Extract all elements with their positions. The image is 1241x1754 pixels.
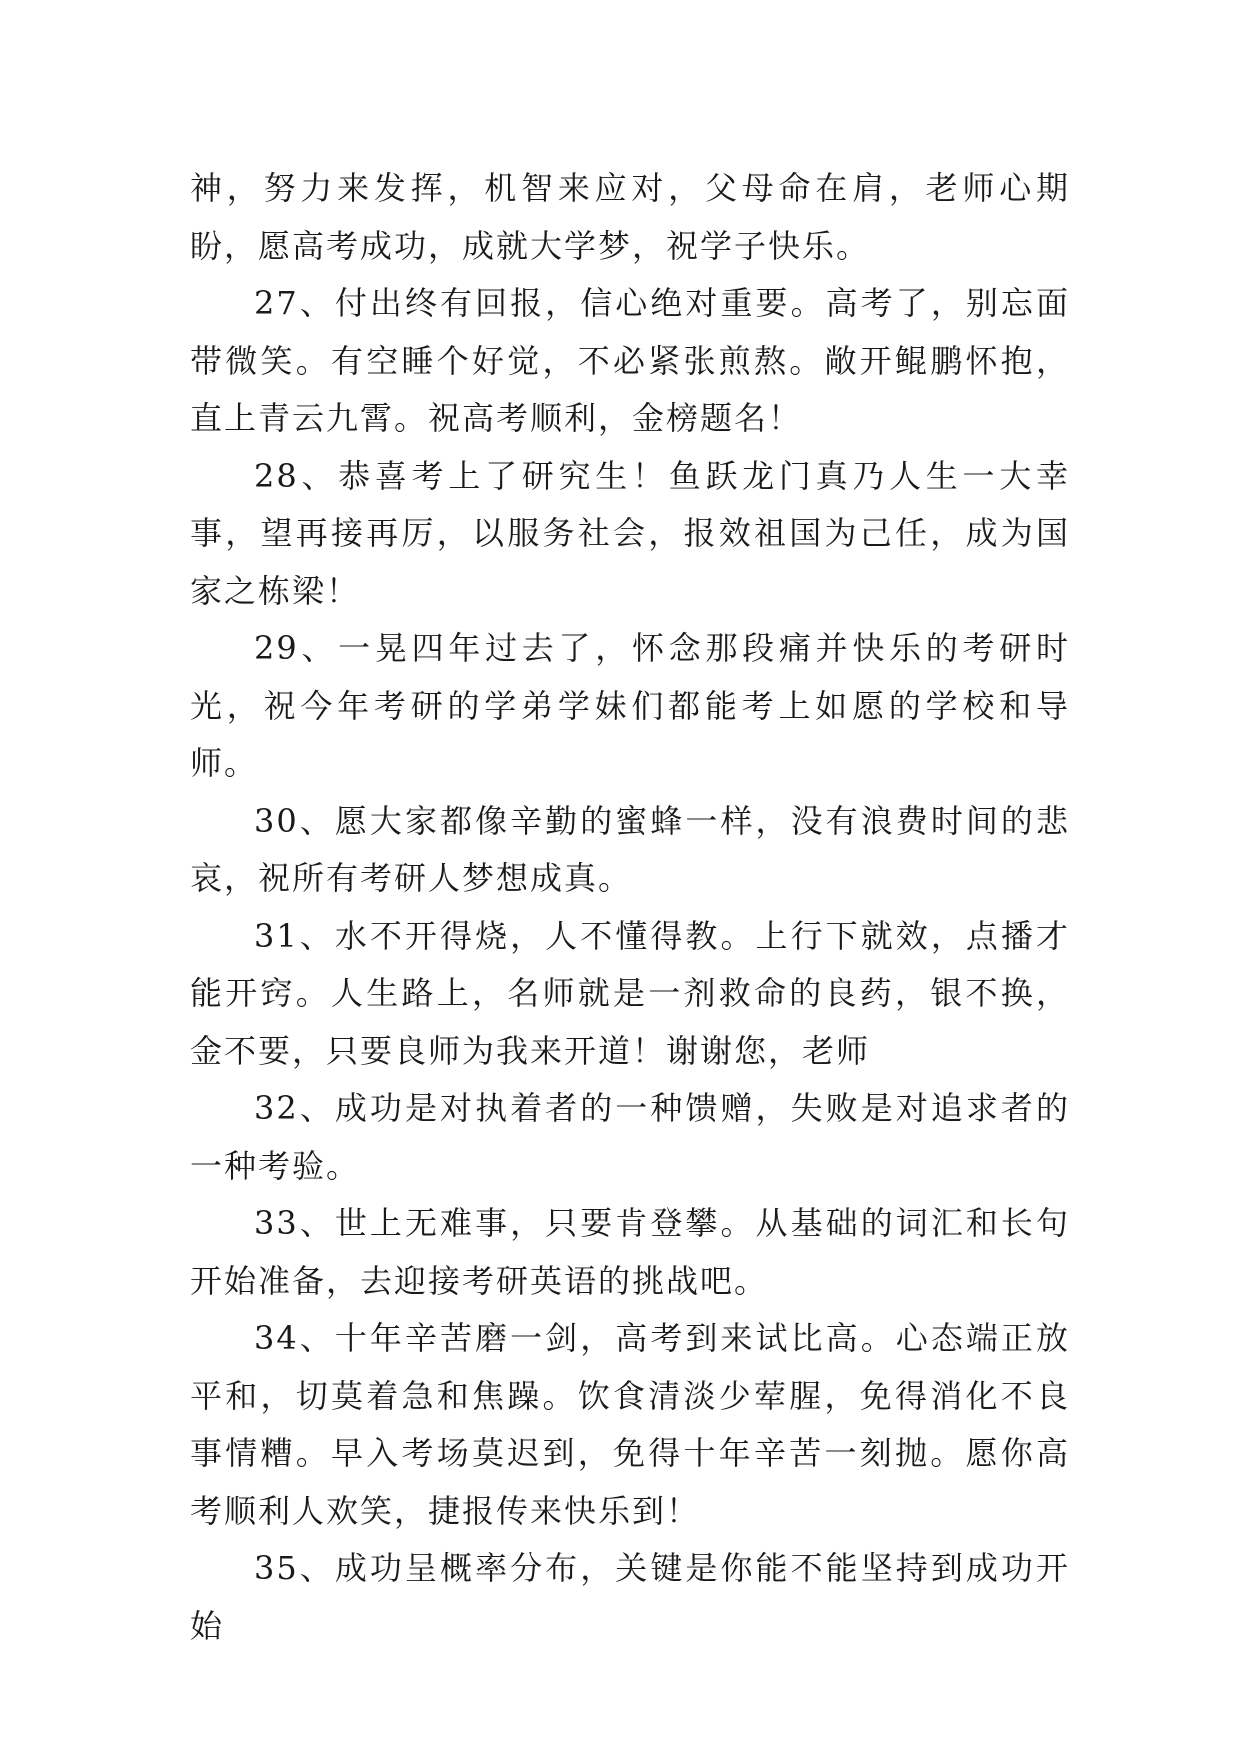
paragraph-27: 27、付出终有回报，信心绝对重要。高考了，别忘面带微笑。有空睡个好觉，不必紧张煎熬。敞开鲲鹏怀抱，直上青云九霄。祝高考顺利，金榜题名！ — [190, 284, 1070, 437]
paragraph-35: 35、成功呈概率分布，关键是你能不能坚持到成功开始 — [190, 1549, 1070, 1645]
paragraph-32: 32、成功是对执着者的一种馈赠，失败是对追求者的一种考验。 — [190, 1089, 1070, 1185]
document-body — [190, 160, 1070, 1655]
paragraph-34: 34、十年辛苦磨一剑，高考到来试比高。心态端正放平和，切莫着急和焦躁。饮食清淡少荤腥，免得消化不良事情糟。早入考场莫迟到，免得十年辛苦一刻抛。愿你高考顺利人欢笑，捷报传来快乐到！ — [190, 1319, 1070, 1530]
paragraph-33: 33、世上无难事，只要肯登攀。从基础的词汇和长句开始准备，去迎接考研英语的挑战吧。 — [190, 1204, 1070, 1300]
paragraph-29: 29、一晃四年过去了，怀念那段痛并快乐的考研时光，祝今年考研的学弟学妹们都能考上如愿的学校和导师。 — [190, 629, 1070, 782]
paragraph-31: 31、水不开得烧，人不懂得教。上行下就效，点播才能开窍。人生路上，名师就是一剂救命的良药，银不换，金不要，只要良师为我来开道！谢谢您，老师 — [190, 916, 1070, 1070]
paragraph-continuation: 神，努力来发挥，机智来应对，父母命在肩，老师心期盼，愿高考成功，成就大学梦，祝学子快乐。 — [190, 169, 1070, 265]
paragraph-30: 30、愿大家都像辛勤的蜜蜂一样，没有浪费时间的悲哀，祝所有考研人梦想成真。 — [190, 801, 1070, 897]
paragraph-28: 28、恭喜考上了研究生！鱼跃龙门真乃人生一大幸事，望再接再厉，以服务社会，报效祖国为己任，成为国家之栋梁！ — [190, 456, 1070, 610]
